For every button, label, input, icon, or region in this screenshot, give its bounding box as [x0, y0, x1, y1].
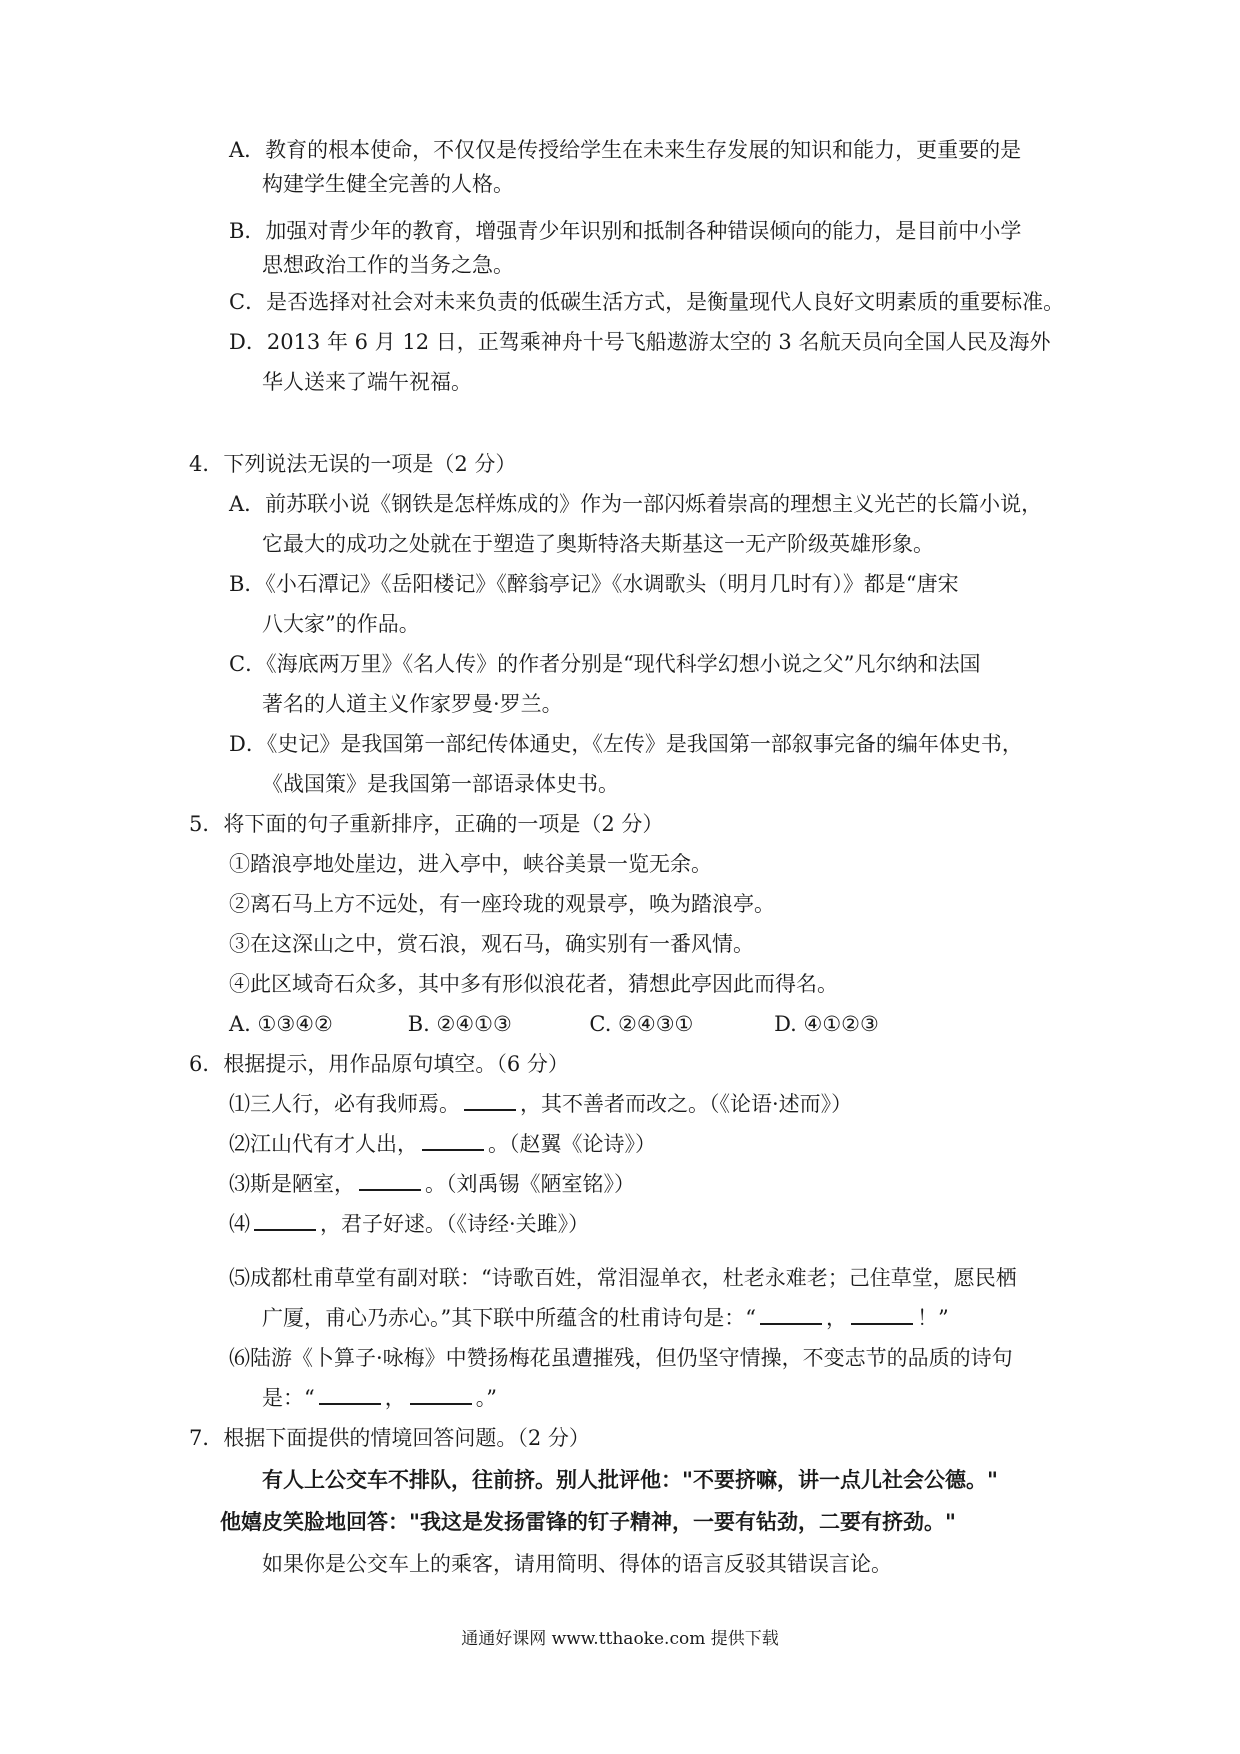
q3-option-b-line2: 思想政治工作的当务之急。: [262, 253, 514, 277]
q6-stem: 6．根据提示，用作品原句填空。（6 分）: [189, 1052, 569, 1076]
q6-blank-5a[interactable]: [760, 1305, 822, 1325]
q6-item-6-text-c: 。”: [475, 1386, 497, 1410]
q6-blank-4[interactable]: [254, 1211, 316, 1231]
q6-item-4-text-a: ⑷: [229, 1212, 250, 1236]
q6-item-3: [229, 1170, 635, 1198]
q6-item-4: [229, 1210, 589, 1238]
q6-blank-5b[interactable]: [851, 1305, 913, 1325]
q6-item-2-text-b: 。（赵翼《论诗》）: [488, 1132, 656, 1156]
q4-option-b-line1: B．《小石潭记》《岳阳楼记》《醉翁亭记》《水调歌头（明月几时有）》都是“唐宋: [229, 572, 959, 596]
q3-option-c-line1: C．是否选择对社会对未来负责的低碳生活方式，是衡量现代人良好文明素质的重要标准。: [229, 290, 1065, 314]
q6-item-6-text-a: 是：“: [262, 1386, 315, 1410]
q4-option-d-line1: D．《史记》是我国第一部纪传体通史，《左传》是我国第一部叙事完备的编年体史书，: [229, 732, 1023, 756]
q7-stem: 7．根据下面提供的情境回答问题。（2 分）: [189, 1426, 590, 1450]
q4-option-c-line2: 著名的人道主义作家罗曼·罗兰。: [262, 692, 563, 716]
q6-item-2: [229, 1130, 656, 1158]
q6-item-5-line2: [262, 1304, 949, 1332]
q6-item-1: [229, 1090, 852, 1118]
q5-option-a: A. ①③④②: [229, 1012, 333, 1036]
q6-item-6-text-b: ，: [384, 1386, 406, 1410]
q5-option-d: D. ④①②③: [774, 1012, 879, 1036]
q6-item-1-text-b: ，其不善者而改之。（《论语·述而》）: [520, 1092, 853, 1116]
q3-option-b-line1: B．加强对青少年的教育，增强青少年识别和抵制各种错误倾向的能力，是目前中小学: [229, 219, 1022, 243]
q6-item-5-line1: ⑸成都杜甫草堂有副对联：“诗歌百姓，常泪湿单衣，杜老永难老；己住草堂，愿民栖: [229, 1266, 1017, 1290]
q5-sentence-3: ③在这深山之中，赏石浪，观石马，确实别有一番风情。: [229, 932, 754, 956]
q3-option-d-line2: 华人送来了端午祝福。: [262, 370, 472, 394]
q5-option-b: B. ②④①③: [407, 1012, 512, 1036]
q5-sentence-2: ②离石马上方不远处，有一座玲珑的观景亭，唤为踏浪亭。: [229, 892, 775, 916]
q6-blank-6b[interactable]: [410, 1385, 472, 1405]
q4-option-b-line2: 八大家”的作品。: [262, 612, 420, 636]
q6-item-3-text-a: ⑶斯是陋室，: [229, 1172, 355, 1196]
q5-option-c: C. ②④③①: [589, 1012, 694, 1036]
q6-blank-1[interactable]: [464, 1091, 516, 1111]
q5-stem: 5．将下面的句子重新排序，正确的一项是（2 分）: [189, 812, 664, 836]
q7-scenario-line2: 他嬉皮笑脸地回答："我这是发扬雷锋的钉子精神，一要有钻劲，二要有挤劲。": [220, 1510, 956, 1534]
q5-sentence-1: ①踏浪亭地处崖边，进入亭中，峡谷美景一览无余。: [229, 852, 712, 876]
q6-item-5-text-c: ！”: [916, 1306, 949, 1330]
q3-option-a-line2: 构建学生健全完善的人格。: [262, 172, 514, 196]
q5-options: [229, 1010, 879, 1038]
q4-stem: 4．下列说法无误的一项是（2 分）: [189, 452, 517, 476]
q4-option-a-line1: A．前苏联小说《钢铁是怎样炼成的》作为一部闪烁着崇高的理想主义光芒的长篇小说，: [229, 492, 1043, 516]
q4-option-d-line2: 《战国策》是我国第一部语录体史书。: [262, 772, 619, 796]
page-footer: 通通好课网 www.tthaoke.com 提供下载: [461, 1629, 779, 1649]
q6-item-2-text-a: ⑵江山代有才人出，: [229, 1132, 418, 1156]
q7-instruction: 如果你是公交车上的乘客，请用简明、得体的语言反驳其错误言论。: [262, 1552, 892, 1576]
q5-sentence-4: ④此区域奇石众多，其中多有形似浪花者，猜想此亭因此而得名。: [229, 972, 838, 996]
q4-option-a-line2: 它最大的成功之处就在于塑造了奥斯特洛夫斯基这一无产阶级英雄形象。: [262, 532, 934, 556]
q6-item-5-text-a: 广厦，甫心乃赤心。”其下联中所蕴含的杜甫诗句是：“: [262, 1306, 756, 1330]
q6-item-6-line1: ⑹陆游《卜算子·咏梅》中赞扬梅花虽遭摧残，但仍坚守情操，不变志节的品质的诗句: [229, 1346, 1013, 1370]
q6-item-3-text-b: 。（刘禹锡《陋室铭》）: [425, 1172, 635, 1196]
q6-blank-3[interactable]: [359, 1171, 421, 1191]
q3-option-a-line1: A．教育的根本使命，不仅仅是传授给学生在未来生存发展的知识和能力，更重要的是: [229, 138, 1022, 162]
q6-item-4-text-b: ，君子好逑。（《诗经·关雎》）: [320, 1212, 590, 1236]
q6-item-6-line2: [262, 1384, 497, 1412]
q6-item-5-text-b: ，: [825, 1306, 847, 1330]
q4-option-c-line1: C．《海底两万里》《名人传》的作者分别是“现代科学幻想小说之父”凡尔纳和法国: [229, 652, 981, 676]
q7-scenario-line1: 有人上公交车不排队，往前挤。别人批评他："不要挤嘛，讲一点儿社会公德。": [262, 1468, 998, 1492]
q6-blank-6a[interactable]: [319, 1385, 381, 1405]
q3-option-d-line1: D．2013 年 6 月 12 日，正驾乘神舟十号飞船遨游太空的 3 名航天员向全国人民及海外: [229, 330, 1051, 354]
q6-item-1-text-a: ⑴三人行，必有我师焉。: [229, 1092, 460, 1116]
q6-blank-2[interactable]: [422, 1131, 484, 1151]
